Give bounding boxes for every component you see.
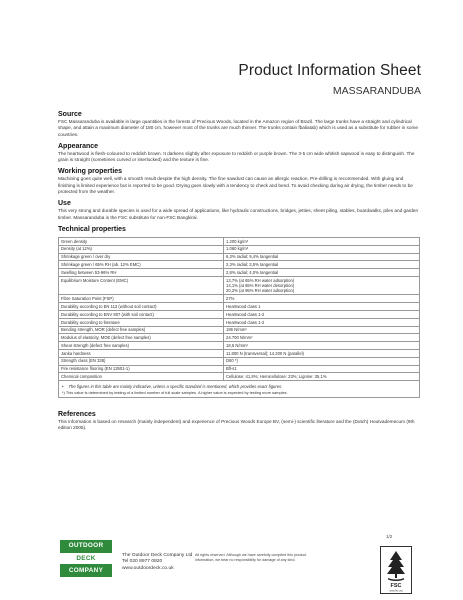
section-source (58, 110, 420, 138)
table-row (59, 349, 420, 357)
property-name: Equilibrium Moisture Content (EMC) (59, 276, 224, 295)
table-row (59, 311, 420, 319)
content (58, 110, 420, 435)
section-references (58, 410, 420, 432)
fsc-logo (380, 546, 412, 594)
product-name: MASSARANDUBA (332, 85, 421, 97)
company-website: www.outdoordeck.co.uk (122, 565, 174, 571)
table-row (59, 253, 420, 261)
property-name: Janka hardness (59, 349, 224, 357)
section-heading: Use (58, 200, 71, 208)
property-name: Chemical composition (59, 373, 224, 381)
property-name: Bending strength, MOR (defect free samples) (59, 326, 224, 334)
table-row (59, 334, 420, 342)
property-value: 1.200 kg/m³ (224, 237, 420, 245)
table-row (59, 295, 420, 303)
property-name: Fire resistance flooring (EN 13501-1) (59, 365, 224, 373)
property-name: Durability according to literature (59, 318, 224, 326)
table-row (59, 357, 420, 365)
property-value: Cellulose: 41,8%; Hemicellulose: 23%; Lignine: 35,1% (224, 373, 420, 381)
table-row (59, 373, 420, 381)
table-row (59, 276, 420, 295)
logo-line: DECK (60, 552, 112, 566)
fsc-fine-print: www.fsc.org (389, 589, 403, 593)
logo-line: OUTDOOR (60, 540, 112, 552)
property-name: Durability according to EN 113 (without soil contact) (59, 303, 224, 311)
section-working-properties (58, 167, 420, 195)
section-use (58, 199, 420, 221)
table-row (59, 269, 420, 277)
section-heading: Technical properties (58, 225, 126, 233)
table-note-text: The figures in this table are mainly indicative, unless a specific standard is mentioned, which provides exact figures. (68, 384, 283, 390)
fsc-acronym: FSC (390, 583, 402, 589)
table-row (59, 261, 420, 269)
property-value: 13,7% (at 65% RH water adsorption) 14,1% (at 65% RH water desorption) 20,2% (at 95% RH water adsorption) (224, 276, 420, 295)
company-contact (122, 553, 192, 572)
section-heading: References (58, 410, 96, 418)
section-appearance (58, 142, 420, 164)
page-title: Product Information Sheet (238, 62, 421, 79)
property-value: 27% (224, 295, 420, 303)
table-row (59, 365, 420, 373)
property-name: Shrinkage green / over dry (59, 253, 224, 261)
property-value: Heartwood class 1-2 (224, 318, 420, 326)
fsc-tree-icon (381, 547, 411, 593)
rights-notice: All rights reserved. Although we have carefully compiled this product information, we bear no responsibility for damage of any kind. (195, 553, 307, 563)
table-row (59, 303, 420, 311)
table-row (59, 245, 420, 253)
section-technical-properties (58, 225, 420, 398)
table-row (59, 318, 420, 326)
section-heading: Source (58, 111, 82, 118)
section-text: FSC Massaranduba is available in large quantities in the forests of Precious Woods, located in the Amazon region of Brazil. The large trunks have a straight and cylindrical shape, and attain a maximum diameter of 180 cm, however most of the trunks are much thinner. The trunks contain fbaliatab) which is used as a substitute for rubber in some countries. (58, 119, 418, 137)
property-name: Strength class (EN 338) (59, 357, 224, 365)
page-number: 1/2 (386, 534, 393, 539)
table-notes-row (59, 381, 420, 398)
property-value: Bfl-s1 (224, 365, 420, 373)
property-value: 18,5 N/mm² (224, 342, 420, 350)
property-value: D60 *) (224, 357, 420, 365)
property-value: 24.700 N/mm² (224, 334, 420, 342)
table-row (59, 237, 420, 245)
property-value: 2,8% radial; 4,0% tangential (224, 269, 420, 277)
property-name: Fibre Saturation Point (FSP) (59, 295, 224, 303)
outdoor-deck-company-logo (60, 540, 112, 577)
section-text: This information is based on research (mainly independent) and experience of Precious Woods Europe BV, (semi-) scientific literature and the (Dutch) Houtvademecum (9th edition 2005). (58, 418, 415, 430)
property-value: 6,3% radial; 9,4% tangential (224, 253, 420, 261)
property-value: 2,3% radial; 3,5% tangential (224, 261, 420, 269)
table-row (59, 342, 420, 350)
property-name: Shear strength (defect free samples) (59, 342, 224, 350)
section-heading: Appearance (58, 142, 99, 150)
property-name: Swelling between 53-96% RH (59, 269, 224, 277)
section-heading: Working properties (58, 168, 123, 176)
section-text: This very strong and durable species is used for a wide spread of applications, like hydraulic constructions, bridges, jetties, sheet piling, stables, boardwalks, piles and garden timber. Massaranduba is the FSC substitute for non-FSC Bangkirai. (58, 208, 419, 220)
logo-line: COMPANY (60, 565, 112, 577)
property-value: 1.060 kg/m³ (224, 245, 420, 253)
properties-table (58, 237, 420, 398)
bullet: • (62, 384, 64, 390)
property-value: 11.800 N (transversal); 14.200 N (parallel) (224, 349, 420, 357)
company-name: The Outdoor Deck Company Ltd (122, 553, 193, 558)
property-value: Heartwood class 1 (224, 303, 420, 311)
property-name: Durability according to ENV 807 (with soil contact) (59, 311, 224, 319)
property-value: 196 N/mm² (224, 326, 420, 334)
table-row (59, 326, 420, 334)
property-value: Heartwood class 1-2 (224, 311, 420, 319)
section-text: The heartwood is flesh-coloured to reddish brown. It darkens slightly after exposure to reddish or purple brown. The 3-5 cm wide whitish sapwood is easy to distinguish. The grain is straight (sometimes curved or interlocked) and the texture is fine. (58, 150, 415, 163)
table-footnote: *) This value is determined by testing of a limited number of full scale samples. A higher value is expected by testing more samples. (62, 389, 288, 395)
company-phone: Tel 020 8977 0820 (122, 559, 163, 565)
property-name: Density (at 12%) (59, 245, 224, 253)
property-name: Shrinkage green / 65% RH (ab. 12% EMC) (59, 261, 224, 269)
property-name: Modulus of elasticity, MOE (defect free samples) (59, 334, 224, 342)
property-name: Green density (59, 237, 224, 245)
section-text: Machining goes quite well, with a smooth result despite the high density. The fine sawdust can cause an allergic reaction. Pre-drilling is recommended. With gluing and finishing is limited experience but is reported to be good. Drying goes slowly with a tendency to check and bend. To avoid checking during air drying, the timber needs to be protected from the weather. (58, 176, 413, 195)
